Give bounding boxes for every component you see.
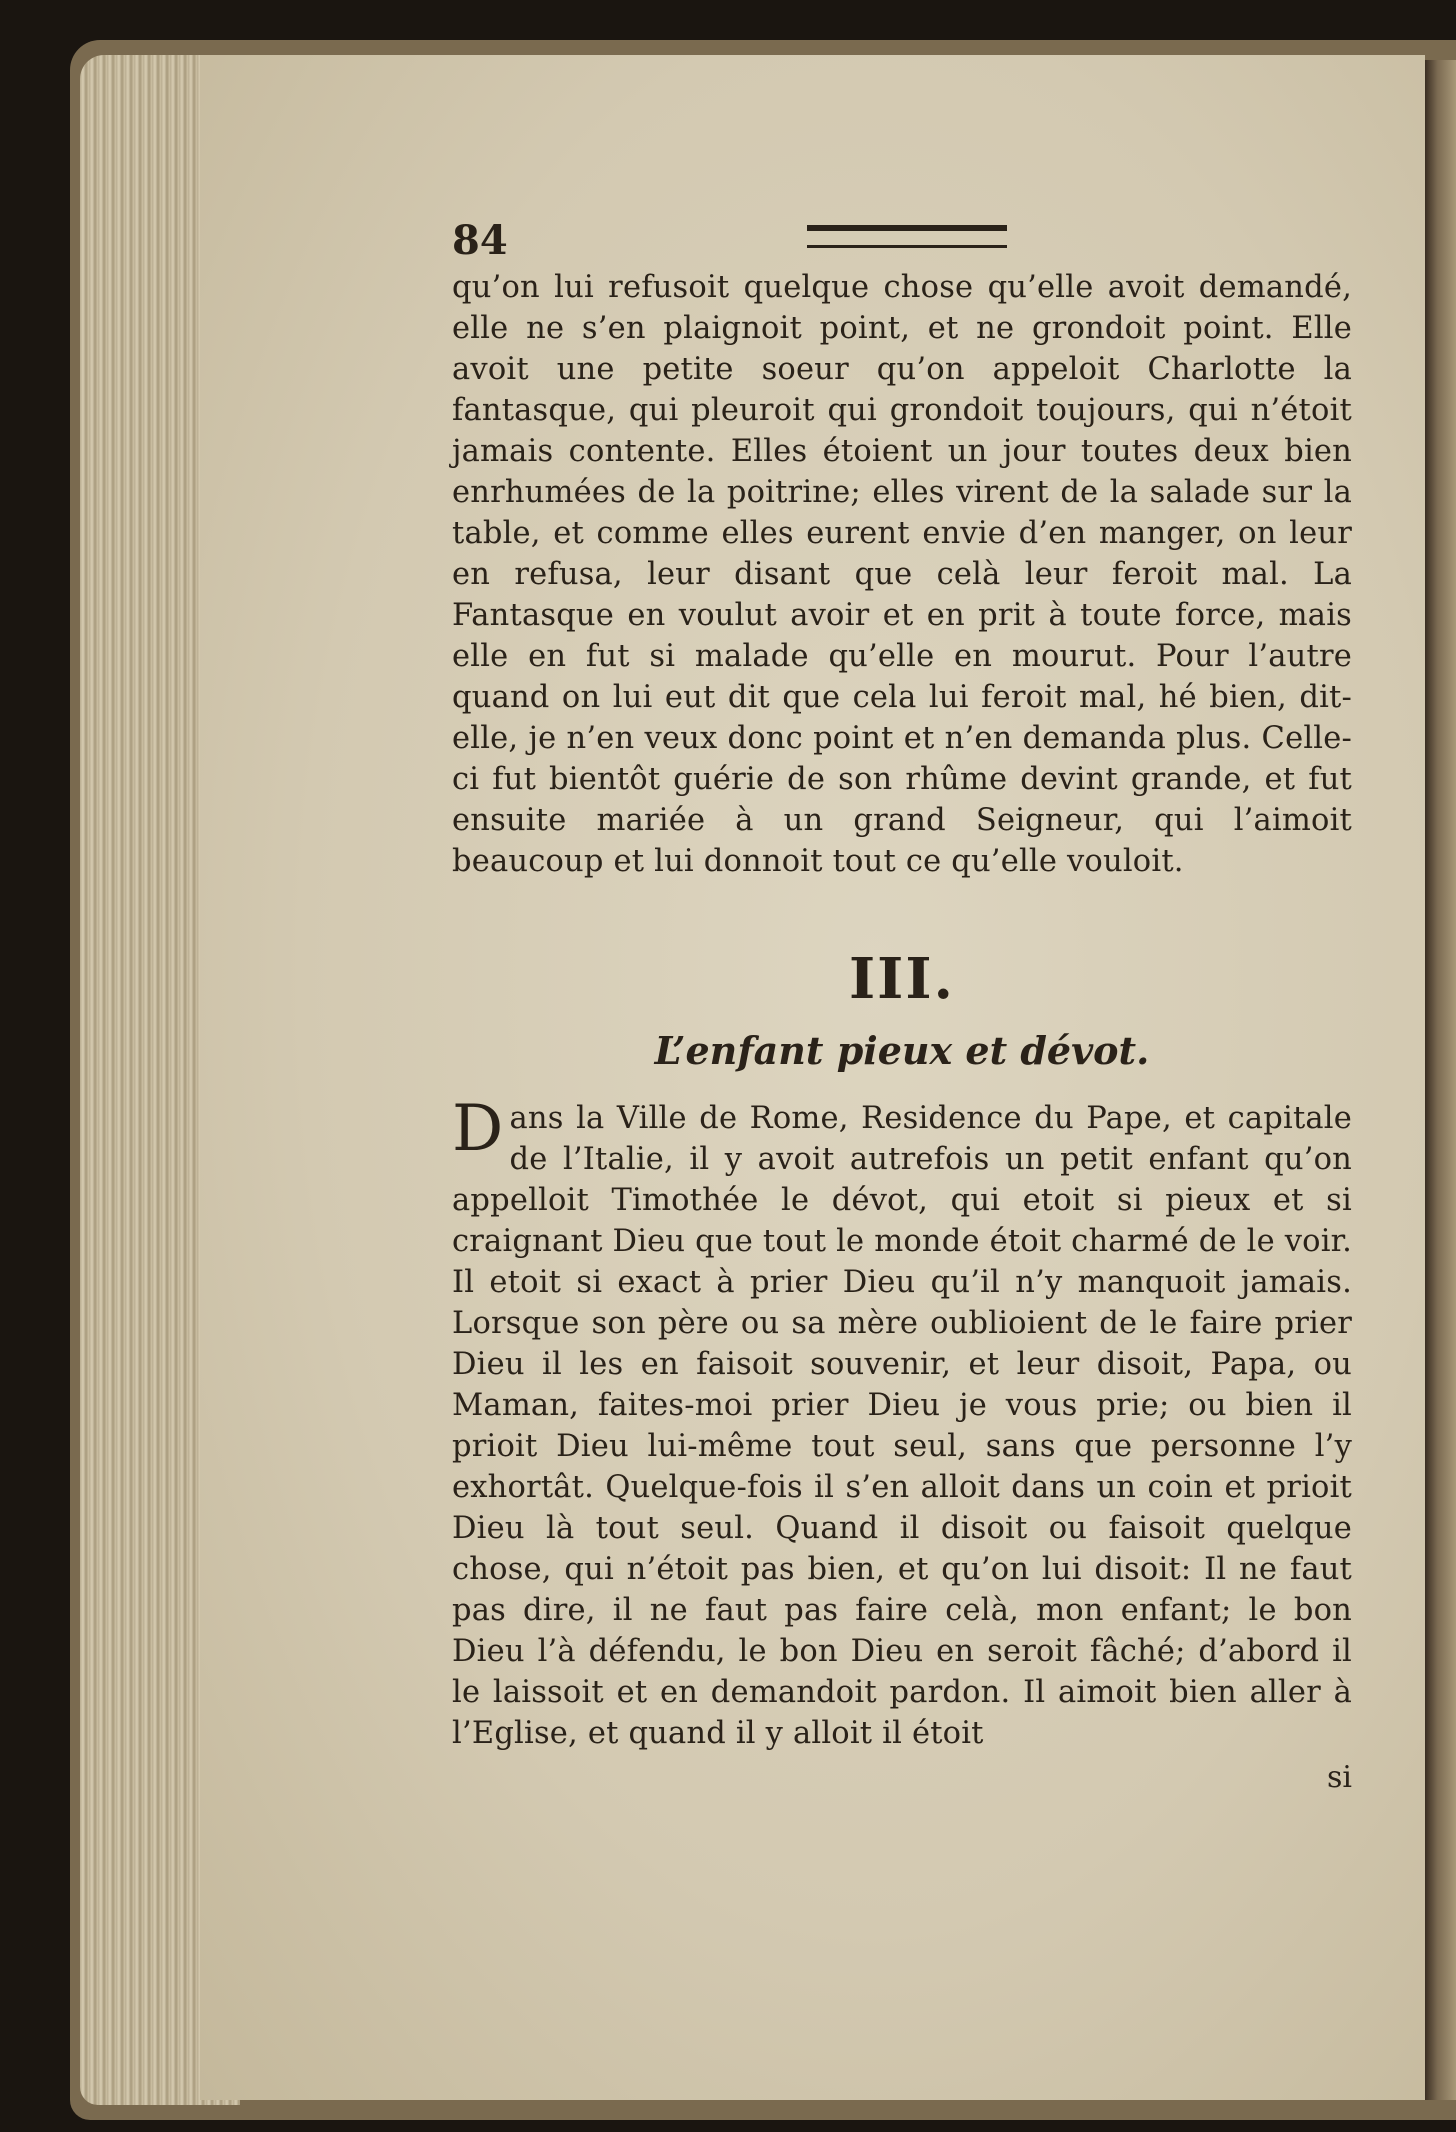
page-content: [452, 205, 1352, 1798]
catchword: si: [1327, 1760, 1352, 1795]
drop-cap: D: [452, 1092, 504, 1166]
page-header: [452, 205, 1352, 265]
chapter-title: L’enfant pieux et dévot.: [654, 1028, 1150, 1073]
opening-paragraph: qu’on lui refusoit quelque chose qu’elle avoit demandé, elle ne s’en plaignoit point, et ne grondoit point. Elle avoit une petite soeur qu’on appeloit Charlotte la fantasque, qui pleuroit qui grondoit toujours, qui n’étoit jamais contente. Elles étoient un jour toutes deux bien enrhumées de la poitrine; elles virent de la salade sur la table, et comme elles eurent envie d’en manger, on leur en refusa, leur disant que celà leur feroit mal. La Fantasque en voulut avoir et en prit à toute force, mais elle en fut si malade qu’elle en mourut. Pour l’autre quand on lui eut dit que cela lui feroit mal, hé bien, dit-elle, je n’en veux donc point et n’en demanda plus. Celle-ci fut bientôt guérie de son rhûme devint grande, et fut ensuite mariée à un grand Seigneur, qui l’aimoit beaucoup et lui donnoit tout ce qu’elle vouloit.: [452, 270, 1352, 879]
book-binding: [1425, 60, 1456, 2100]
header-rule: [807, 225, 1007, 248]
page-number: 84: [452, 217, 508, 264]
chapter-paragraph: [452, 1092, 1352, 1754]
chapter-paragraph-text: ans la Ville de Rome, Residence du Pape, et capitale de l’Italie, il y avoit autrefois un petit enfant qu’on appelloit Timothée le dévot, qui etoit si pieux et si craignant Dieu que tout le monde étoit charmé de le voir. Il etoit si exact à prier Dieu qu’il n’y manquoit jamais. Lorsque son père ou sa mère oublioient de le faire prier Dieu il les en faisoit souvenir, et leur disoit, Papa, ou Maman, faites-moi prier Dieu je vous prie; ou bien il prioit Dieu lui-même tout seul, sans que personne l’y exhortât. Quelque-fois il s’en alloit dans un coin et prioit Dieu là tout seul. Quand il disoit ou faisoit quelque chose, qui n’étoit pas bien, et qu’on lui disoit: Il ne faut pas dire, il ne faut pas faire celà, mon enfant; le bon Dieu l’à défendu, le bon Dieu en seroit fâché; d’abord il le laissoit et en demandoit pardon. Il aimoit bien aller à l’Eglise, et quand il y alloit il étoit: [452, 1101, 1352, 1751]
chapter-number: III.: [848, 946, 956, 1012]
